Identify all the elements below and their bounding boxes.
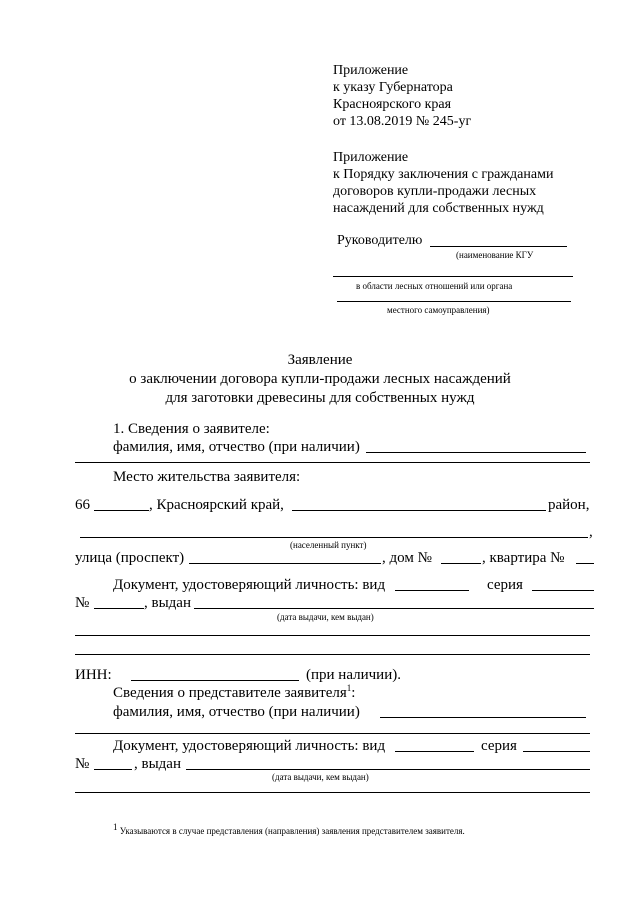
issued-label: , выдан (144, 595, 191, 611)
appendix-line: Приложение (333, 150, 409, 165)
rep-series-field[interactable] (523, 751, 590, 752)
inn-label: ИНН: (75, 667, 112, 683)
district-field[interactable] (292, 510, 546, 511)
document-title: Заявление (287, 352, 353, 368)
region-label: , Красноярский край, (149, 497, 284, 513)
issued-hint: (дата выдачи, кем выдан) (277, 612, 374, 622)
document-title: для заготовки древесины для собственных нужд (165, 390, 475, 406)
rep-series-label: серия (481, 738, 517, 754)
doc-label: Документ, удостоверяющий личность: вид (113, 577, 386, 593)
inn-note: (при наличии). (306, 667, 401, 683)
footnote (113, 822, 465, 837)
rep-fio-field[interactable] (75, 733, 590, 734)
series-label: серия (487, 577, 523, 593)
appendix-line: к указу Губернатора (333, 80, 453, 95)
addressee-line[interactable] (430, 246, 567, 247)
appendix-line: Красноярского края (333, 97, 452, 112)
house-field[interactable] (441, 563, 481, 564)
section-heading: 1. Сведения о заявителе: (113, 421, 270, 437)
apartment-label: , квартира № (482, 550, 565, 566)
footnote-text: Указываются в случае представления (направления) заявления представителем заявителя. (119, 826, 465, 836)
appendix-line: насаждений для собственных нужд (333, 201, 544, 216)
street-field[interactable] (189, 563, 381, 564)
fio-field[interactable] (366, 452, 586, 453)
issued-field[interactable] (75, 654, 590, 655)
addressee-hint: в области лесных отношений или органа (356, 281, 513, 291)
rep-issued-field[interactable] (75, 792, 590, 793)
rep-fio-field[interactable] (380, 717, 586, 718)
settlement-comma: , (589, 524, 593, 540)
addressee-hint: местного самоуправления) (387, 305, 490, 315)
rep-number-field[interactable] (94, 769, 132, 770)
doc-type-field[interactable] (395, 590, 469, 591)
footnote-mark: 1 (113, 822, 118, 832)
rep-issued-hint: (дата выдачи, кем выдан) (272, 772, 369, 782)
addressee-line[interactable] (337, 301, 571, 302)
appendix-line: от 13.08.2019 № 245-уг (333, 114, 472, 129)
settlement-hint: (населенный пункт) (290, 540, 367, 550)
addressee-line[interactable] (333, 276, 573, 277)
representative-heading-colon: : (351, 685, 356, 701)
rep-doc-label: Документ, удостоверяющий личность: вид (113, 738, 386, 754)
settlement-field[interactable] (80, 537, 588, 538)
series-field[interactable] (532, 590, 594, 591)
issued-field[interactable] (194, 608, 594, 609)
inn-field[interactable] (131, 680, 299, 681)
fio-label: фамилия, имя, отчество (при наличии) (113, 439, 360, 455)
footnote-ref: 1 (346, 683, 352, 693)
house-label: , дом № (382, 550, 432, 566)
number-label: № (75, 595, 90, 611)
appendix-line: к Порядку заключения с гражданами (333, 167, 554, 182)
rep-fio-label: фамилия, имя, отчество (при наличии) (113, 704, 360, 720)
number-field[interactable] (94, 608, 144, 609)
rep-issued-field[interactable] (186, 769, 590, 770)
appendix-line: Приложение (333, 63, 409, 78)
district-label: район, (548, 497, 590, 513)
document-title: о заключении договора купли-продажи лесных насаждений (129, 371, 511, 387)
appendix-header (333, 62, 471, 130)
representative-heading (113, 684, 355, 702)
appendix-header-2 (333, 149, 553, 217)
street-label: улица (проспект) (75, 550, 185, 566)
appendix-line: договоров купли-продажи лесных (333, 184, 537, 199)
rep-issued-label: , выдан (134, 756, 181, 772)
addressee-label: Руководителю (337, 233, 423, 248)
region-code-field[interactable] (94, 510, 149, 511)
region-code: 66 (75, 497, 90, 513)
addressee-hint: (наименование КГУ (456, 250, 534, 260)
residence-label: Место жительства заявителя: (113, 469, 301, 485)
representative-heading-text: Сведения о представителе заявителя (113, 685, 347, 701)
apartment-field[interactable] (576, 563, 594, 564)
rep-doc-type-field[interactable] (395, 751, 474, 752)
fio-field[interactable] (75, 462, 590, 463)
issued-field[interactable] (75, 635, 590, 636)
rep-number-label: № (75, 756, 90, 772)
